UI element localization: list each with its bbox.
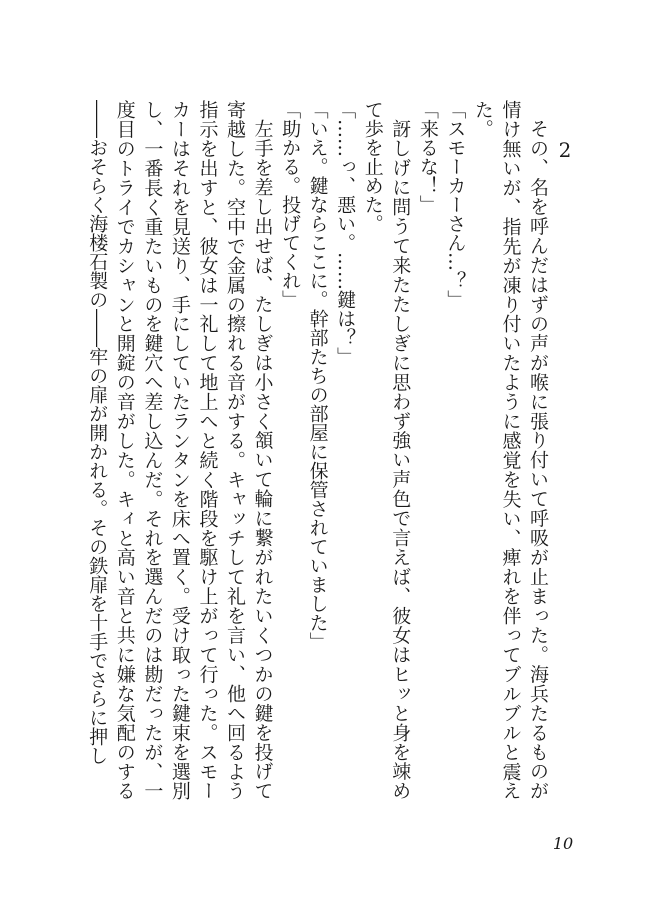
vertical-text-columns	[86, 100, 551, 801]
page-number: 10	[552, 834, 574, 853]
chapter-number: 2	[558, 138, 572, 162]
paragraph-dialogue-1: 「スモーカーさん…？」	[444, 100, 467, 309]
paragraph-dialogue-3: 「……っ、悪い。……鍵は？」	[334, 100, 357, 366]
paragraph-dialogue-2: 「来るな！」	[416, 100, 439, 214]
paragraph-dialogue-5: 「助かる。投げてくれ」	[279, 100, 302, 309]
paragraph-narration-3: 左手を差し出せば、たしぎは小さく頷いて輪に繋がれたいくつかの鍵を投げて寄越した。空中で金属の擦れる音がする。キャッチして礼を言い、他へ回るよう指示を出すと、彼女は一礼して地上へと続く階段を駆け上がって行った。スモーカーはそれを見送り、手にしていたランタンを床へ置く。受け取った鍵束を選別し、一番長く重たいものを鍵穴へ差し込んだ。それを選んだのは勘だったが、一度目のトライでカシャンと開錠の音がした。キィと高い音と共に嫌な気配のする――おそらく海楼石製の――牢の扉が開かれる。その鉄扉を十手でさらに押し	[86, 100, 274, 801]
paragraph-dialogue-4: 「いえ。鍵ならここに。幹部たちの部屋に保管されていました」	[306, 100, 329, 651]
paragraph-narration-2: 訝しげに問うて来たたしぎに思わず強い声色で言えば、彼女はヒッと身を竦めて歩を止めた。	[361, 100, 412, 800]
paragraph-narration-1: その、名を呼んだはずの声が喉に張り付いて呼吸が止まった。海兵たるものが情け無いが、指先が凍り付いたように感覚を失い、痺れを伴ってブルブルと震えた。	[471, 100, 549, 800]
body-text	[86, 100, 551, 801]
